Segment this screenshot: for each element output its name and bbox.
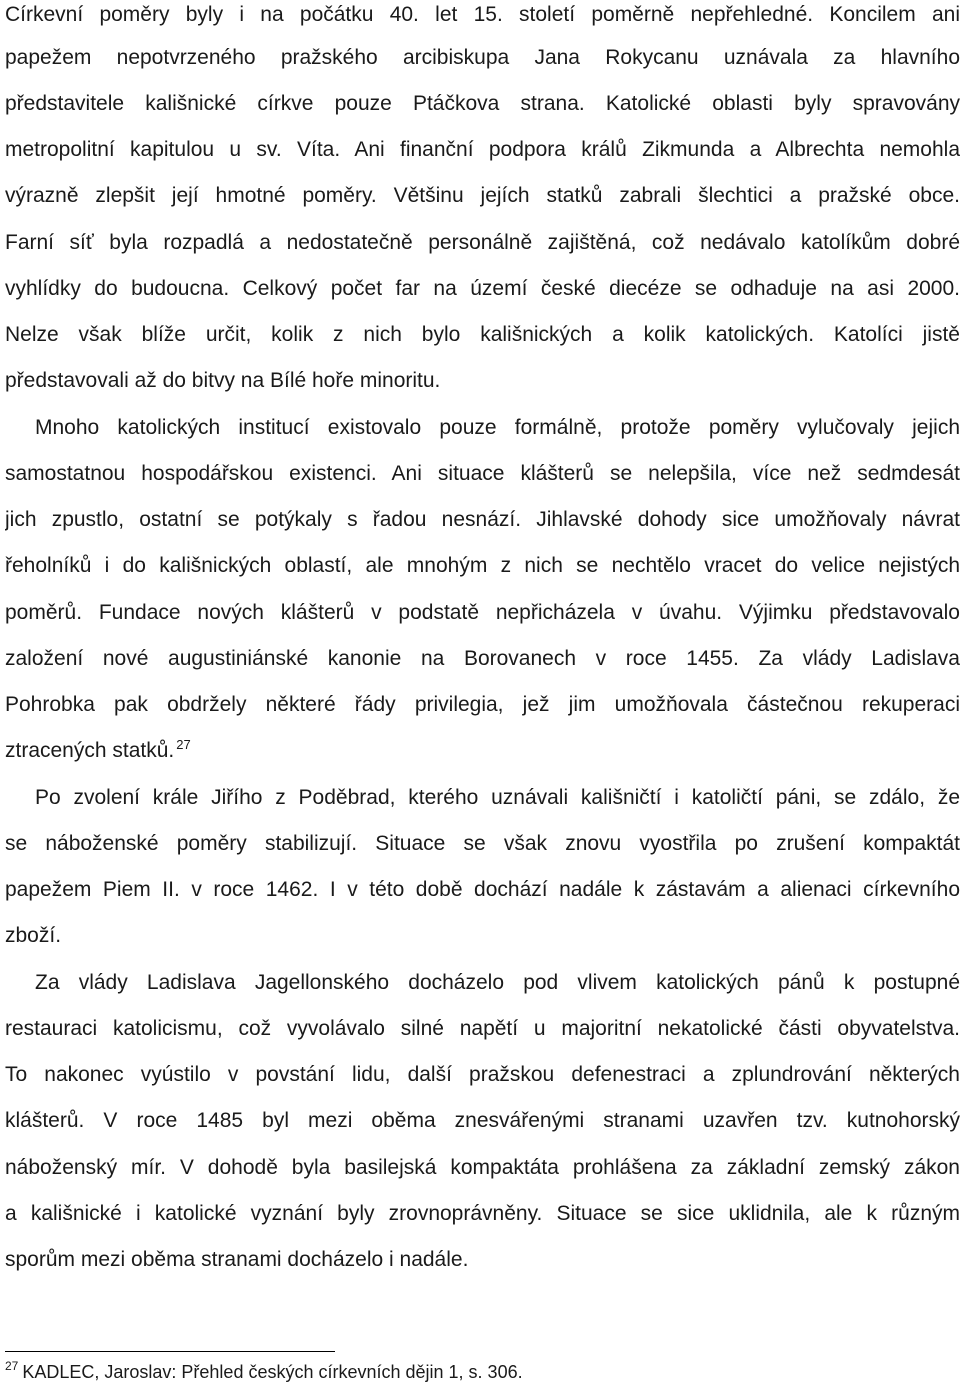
text-line: a kališnické i katolické vyznání byly zrovnoprávněny. Situace se sice uklidnila, ale k různým [5,1202,960,1225]
text-line: Po zvolení krále Jiřího z Poděbrad, kterého uznávali kališničtí i katoličtí páni, se zdálo, že [35,786,960,809]
text-line: poměrů. Fundace nových klášterů v podstatě nepřicházela v úvahu. Výjimku představovalo [5,601,960,624]
text-line: představovali až do bitvy na Bílé hoře minoritu. [5,369,441,392]
footnote-separator [5,1351,335,1352]
text-line: restauraci katolicismu, což vyvolávalo silné napětí u majoritní nekatolické části obyvatelstva. [5,1017,960,1040]
text-line: výrazně zlepšit její hmotné poměry. Většinu jejích statků zabrali šlechtici a pražské obce. [5,184,960,207]
text-line: klášterů. V roce 1485 byl mezi oběma znesvářenými stranami uzavřen tzv. kutnohorský [5,1109,960,1132]
text-line: zboží. [5,924,62,947]
text-line: vyhlídky do budoucna. Celkový počet far na území české diecéze se odhaduje na asi 2000. [5,277,960,300]
text-line: papežem nepotvrzeného pražského arcibiskupa Jana Rokycanu uznávala za hlavního [5,46,960,69]
text-line: řeholníků i do kališnických oblastí, ale mnohým z nich se nechtělo vracet do velice nejistých [5,554,960,577]
text-line: Mnoho katolických institucí existovalo pouze formálně, protože poměry vylučovaly jejich [35,416,960,439]
text-line: samostatnou hospodářskou existenci. Ani situace klášterů se nelepšila, více než sedmdesát [5,462,960,485]
footnote-reference[interactable]: 27 [176,737,191,752]
text-line: Farní síť byla rozpadlá a nedostatečně personálně zajištěná, což nedávalo katolíkům dobré [5,231,960,254]
footnote-number: 27 [5,1359,19,1373]
text-line: To nakonec vyústilo v povstání lidu, další pražskou defenestraci a zplundrování některých [5,1063,960,1086]
text-line: papežem Piem II. v roce 1462. I v této době dochází nadále k zástavám a alienaci církevního [5,878,960,901]
footnote [5,1358,523,1386]
text-line: představitele kališnické církve pouze Ptáčkova strana. Katolické oblasti byly spravovány [5,92,960,115]
text-line: Církevní poměry byly i na počátku 40. let 15. století poměrně nepřehledné. Koncilem ani [5,3,960,26]
text-line: se náboženské poměry stabilizují. Situace se však znovu vyostřila po zrušení kompaktát [5,832,960,855]
text-line: náboženský mír. V dohodě byla basilejská kompaktáta prohlášena za základní zemský zákon [5,1156,960,1179]
text-line [5,736,960,766]
text-line: metropolitní kapitulou u sv. Víta. Ani finanční podpora králů Zikmunda a Albrechta nemohla [5,138,960,161]
text-line: Pohrobka pak obdržely některé řády privilegia, jež jim umožňovala částečnou rekuperaci [5,693,960,716]
text-line: založení nové augustiniánské kanonie na Borovanech v roce 1455. Za vlády Ladislava [5,647,960,670]
footnote-text: KADLEC, Jaroslav: Přehled českých církevních dějin 1, s. 306. [22,1362,523,1382]
text-line: sporům mezi oběma stranami docházelo i nadále. [5,1248,469,1271]
text-line: Za vlády Ladislava Jagellonského docházelo pod vlivem katolických pánů k postupné [35,971,960,994]
text-line: Nelze však blíže určit, kolik z nich bylo kališnických a kolik katolických. Katolíci jistě [5,323,960,346]
text-line-content: ztracených statků. [5,739,175,762]
text-line: jich zpustlo, ostatní se potýkaly s řadou nesnází. Jihlavské dohody sice umožňovaly návrat [5,508,960,531]
